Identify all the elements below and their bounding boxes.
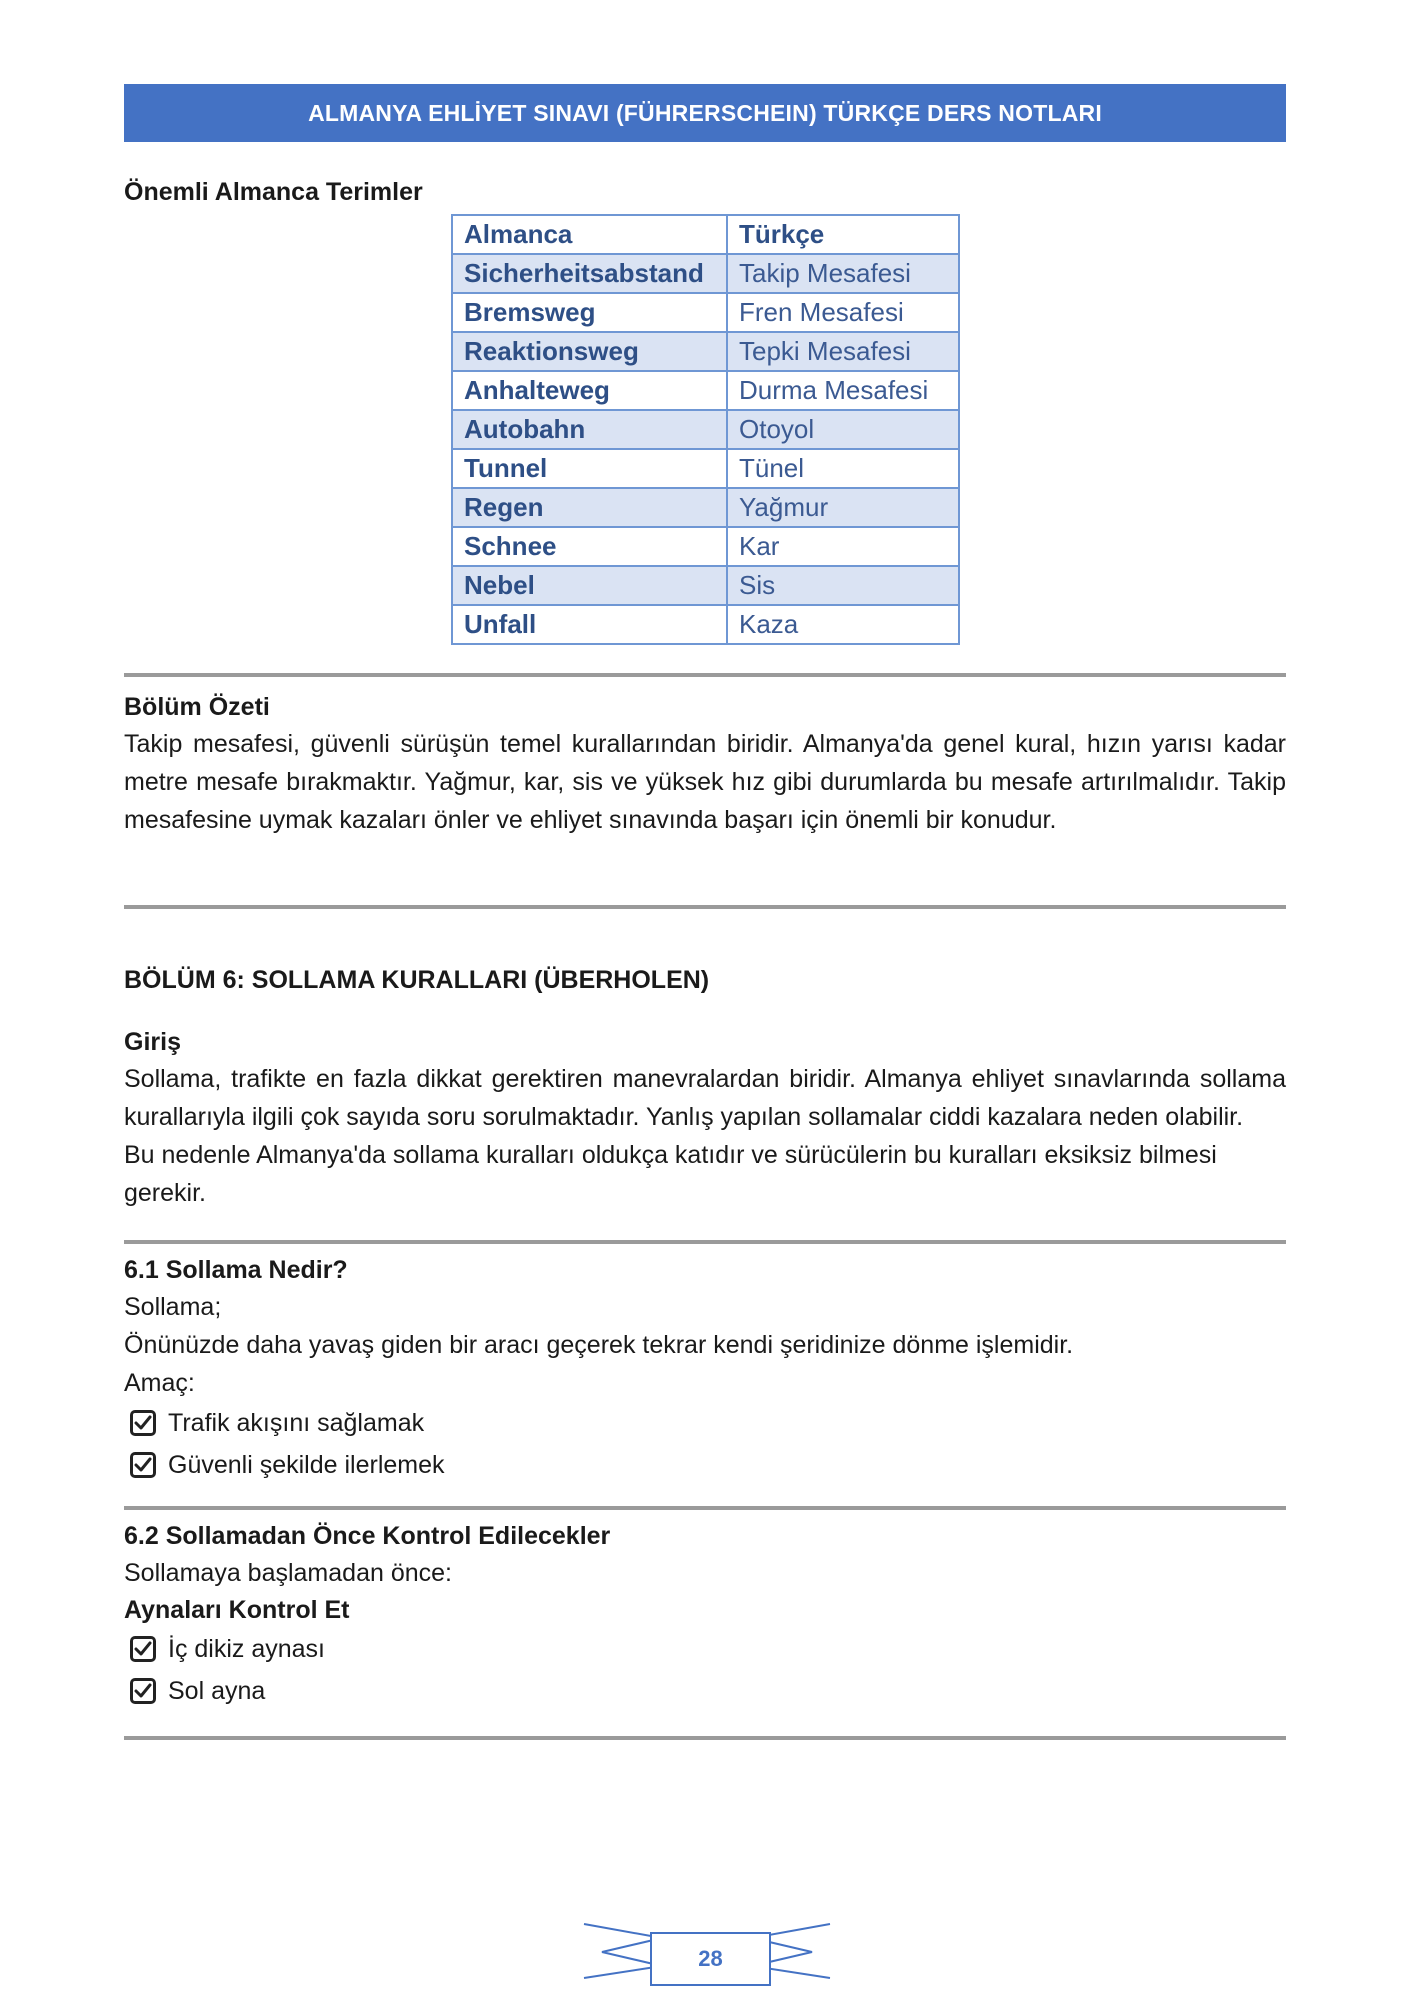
document-page <box>124 84 1286 1740</box>
table-row <box>452 410 959 449</box>
term-german: Bremsweg <box>452 293 727 332</box>
table-row <box>452 449 959 488</box>
summary-title: Bölüm Özeti <box>124 693 270 721</box>
intro-title: Giriş <box>124 1028 181 1056</box>
checkbox-checked-icon <box>130 1452 156 1478</box>
term-turkish: Tünel <box>727 449 959 488</box>
checklist-item <box>130 1444 1286 1486</box>
checklist-item-label: İç dikiz aynası <box>168 1635 326 1663</box>
term-german: Anhalteweg <box>452 371 727 410</box>
section-divider <box>124 1240 1286 1244</box>
table-row <box>452 293 959 332</box>
summary-text: Takip mesafesi, güvenli sürüşün temel kurallarından biridir. Almanya'da genel kural, hızın yarısı kadar metre mesafe bırakmaktır. Yağmur, kar, sis ve yüksek hız gibi durumlarda bu mesafe artırılmalıdır. Takip mesafesine uymak kazaları önler ve ehliyet sınavında başarı için önemli bir konudur. <box>124 730 1286 834</box>
table-row <box>452 332 959 371</box>
checklist-item-label: Trafik akışını sağlamak <box>168 1409 425 1437</box>
chapter-title: BÖLÜM 6: SOLLAMA KURALLARI (ÜBERHOLEN) <box>124 966 710 994</box>
section-62-line: Sollamaya başlamadan önce: <box>124 1559 452 1587</box>
term-german: Autobahn <box>452 410 727 449</box>
term-turkish: Yağmur <box>727 488 959 527</box>
section-61-title: 6.1 Sollama Nedir? <box>124 1256 348 1284</box>
term-german: Tunnel <box>452 449 727 488</box>
terms-header-turkish: Türkçe <box>727 215 959 254</box>
table-row <box>452 527 959 566</box>
checklist-item <box>130 1402 1286 1444</box>
terms-header-row <box>452 215 959 254</box>
term-german: Schnee <box>452 527 727 566</box>
section-62-title: 6.2 Sollamadan Önce Kontrol Edilecekler <box>124 1522 611 1550</box>
section-divider <box>124 673 1286 677</box>
intro-paragraph: Sollama, trafikte en fazla dikkat gerektiren manevralardan biridir. Almanya ehliyet sınavlarında sollama kurallarıyla ilgili çok sayıda soru sorulmaktadır. Yanlış yapılan sollamalar ciddi kazalara neden olabilir. <box>124 1065 1286 1131</box>
page-number: 28 <box>650 1932 771 1986</box>
term-turkish: Kar <box>727 527 959 566</box>
table-row <box>452 371 959 410</box>
checkbox-checked-icon <box>130 1678 156 1704</box>
document-header <box>124 84 1286 142</box>
checklist-item <box>130 1628 1286 1670</box>
checklist-item <box>130 1670 1286 1712</box>
section-61-line: Amaç: <box>124 1369 195 1397</box>
term-turkish: Takip Mesafesi <box>727 254 959 293</box>
section-divider <box>124 1736 1286 1740</box>
intro-paragraph: Bu nedenle Almanya'da sollama kuralları oldukça katıdır ve sürücülerin bu kuralları eksiksiz bilmesi gerekir. <box>124 1141 1217 1207</box>
page-footer <box>582 1922 832 1980</box>
section-divider <box>124 905 1286 909</box>
term-turkish: Durma Mesafesi <box>727 371 959 410</box>
table-row <box>452 566 959 605</box>
term-german: Regen <box>452 488 727 527</box>
term-turkish: Otoyol <box>727 410 959 449</box>
checklist-item-label: Güvenli şekilde ilerlemek <box>168 1451 445 1479</box>
terms-title: Önemli Almanca Terimler <box>124 178 423 206</box>
section-61-line: Sollama; <box>124 1293 222 1321</box>
table-row <box>452 605 959 644</box>
terms-header-german: Almanca <box>452 215 727 254</box>
term-turkish: Fren Mesafesi <box>727 293 959 332</box>
table-row <box>452 254 959 293</box>
term-german: Nebel <box>452 566 727 605</box>
section-62-subtitle: Aynaları Kontrol Et <box>124 1596 350 1624</box>
term-turkish: Sis <box>727 566 959 605</box>
term-german: Sicherheitsabstand <box>452 254 727 293</box>
term-turkish: Kaza <box>727 605 959 644</box>
term-german: Reaktionsweg <box>452 332 727 371</box>
term-turkish: Tepki Mesafesi <box>727 332 959 371</box>
checkbox-checked-icon <box>130 1636 156 1662</box>
checkbox-checked-icon <box>130 1410 156 1436</box>
section-61-line: Önünüzde daha yavaş giden bir aracı geçerek tekrar kendi şeridinize dönme işlemidir. <box>124 1331 1074 1359</box>
section-divider <box>124 1506 1286 1510</box>
document-title: ALMANYA EHLİYET SINAVI (FÜHRERSCHEIN) TÜRKÇE DERS NOTLARI <box>308 99 1102 126</box>
checklist-item-label: Sol ayna <box>168 1677 266 1705</box>
term-german: Unfall <box>452 605 727 644</box>
table-row <box>452 488 959 527</box>
terms-table <box>451 214 960 645</box>
